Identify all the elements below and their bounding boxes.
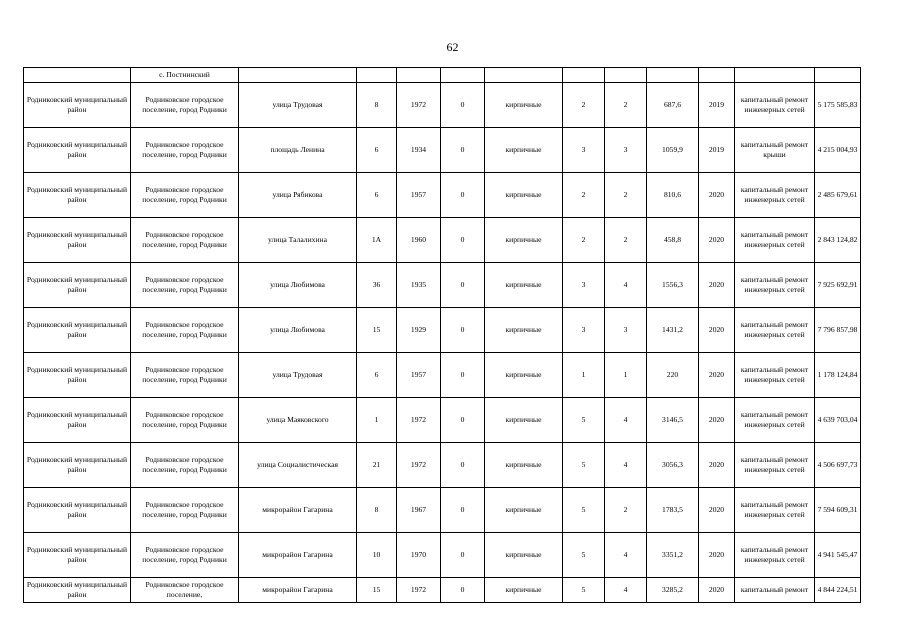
cell-cost: 4 941 545,47 (815, 533, 861, 578)
cell-entrances: 4 (605, 263, 647, 308)
cell-repair-year: 2019 (699, 83, 735, 128)
cell-area: 3285,2 (647, 578, 699, 603)
cell-settlement: с. Постнинский (131, 68, 239, 83)
cell-district: Родниковский муниципальный район (24, 218, 131, 263)
cell-floors: 2 (563, 218, 605, 263)
cell-material: кирпичные (485, 263, 563, 308)
cell-settlement: Родниковское городское поселение, город Родники (131, 218, 239, 263)
cell-repair-year: 2020 (699, 533, 735, 578)
cell-year: 1934 (397, 128, 441, 173)
cell-floors: 1 (563, 353, 605, 398)
cell-year: 1972 (397, 398, 441, 443)
cell-repair-year: 2020 (699, 218, 735, 263)
cell-entrances: 2 (605, 173, 647, 218)
cell-district: Родниковский муниципальный район (24, 533, 131, 578)
cell-house: 8 (357, 83, 397, 128)
cell-year: 1970 (397, 533, 441, 578)
cell-house: 36 (357, 263, 397, 308)
cell-repair-year: 2020 (699, 398, 735, 443)
cell-repair-year: 2020 (699, 578, 735, 603)
cell-district: Родниковский муниципальный район (24, 308, 131, 353)
cell-area: 1556,3 (647, 263, 699, 308)
cell-street: улица Талалихина (239, 218, 357, 263)
cell-entrances: 4 (605, 443, 647, 488)
cell-material: кирпичные (485, 353, 563, 398)
cell-repair-year: 2020 (699, 443, 735, 488)
cell-work: капитальный ремонт инженерных сетей (735, 83, 815, 128)
cell-work: капитальный ремонт крыши (735, 128, 815, 173)
cell-zero: 0 (441, 128, 485, 173)
cell-area: 3351,2 (647, 533, 699, 578)
cell-entrances: 2 (605, 83, 647, 128)
cell-material: кирпичные (485, 173, 563, 218)
cell-floors: 3 (563, 263, 605, 308)
table-row (24, 488, 861, 533)
cell-year: 1929 (397, 308, 441, 353)
cell-settlement: Родниковское городское поселение, (131, 578, 239, 603)
cell-floors: 5 (563, 578, 605, 603)
cell-zero: 0 (441, 353, 485, 398)
cell-zero: 0 (441, 308, 485, 353)
cell-cost: 5 175 585,83 (815, 83, 861, 128)
cell-floors: 2 (563, 83, 605, 128)
cell-entrances: 1 (605, 353, 647, 398)
cell-settlement: Родниковское городское поселение, город Родники (131, 263, 239, 308)
cell-floors: 3 (563, 128, 605, 173)
cell-entrances: 4 (605, 398, 647, 443)
cell-repair-year: 2020 (699, 308, 735, 353)
cell-cost: 4 215 004,93 (815, 128, 861, 173)
cell-zero: 0 (441, 398, 485, 443)
cell-repair-year: 2020 (699, 488, 735, 533)
table-row (24, 398, 861, 443)
cell-settlement: Родниковское городское поселение, город Родники (131, 533, 239, 578)
cell-work: капитальный ремонт инженерных сетей (735, 173, 815, 218)
table-row (24, 68, 861, 83)
cell-zero: 0 (441, 578, 485, 603)
cell-work: капитальный ремонт (735, 578, 815, 603)
cell-district: Родниковский муниципальный район (24, 263, 131, 308)
cell-year: 1972 (397, 83, 441, 128)
cell-street: улица Маяковского (239, 398, 357, 443)
cell-street: улица Рябикова (239, 173, 357, 218)
cell-street: улица Трудовая (239, 353, 357, 398)
cell-material: кирпичные (485, 308, 563, 353)
cell-district: Родниковский муниципальный район (24, 128, 131, 173)
cell-material: кирпичные (485, 578, 563, 603)
cell-repair-year: 2020 (699, 263, 735, 308)
table-row (24, 578, 861, 603)
cell-work: капитальный ремонт инженерных сетей (735, 263, 815, 308)
cell-street: улица Любимова (239, 308, 357, 353)
cell-settlement: Родниковское городское поселение, город Родники (131, 128, 239, 173)
cell-zero: 0 (441, 443, 485, 488)
cell-house: 1 (357, 398, 397, 443)
cell-floors: 2 (563, 173, 605, 218)
cell-year: 1967 (397, 488, 441, 533)
cell-settlement: Родниковское городское поселение, город Родники (131, 308, 239, 353)
cell-area: 3056,3 (647, 443, 699, 488)
cell-work: капитальный ремонт инженерных сетей (735, 533, 815, 578)
cell-district: Родниковский муниципальный район (24, 488, 131, 533)
table-row (24, 353, 861, 398)
cell-area: 458,8 (647, 218, 699, 263)
cell-house: 8 (357, 488, 397, 533)
cell-area: 810,6 (647, 173, 699, 218)
cell-work: капитальный ремонт инженерных сетей (735, 218, 815, 263)
cell-cost: 7 925 692,91 (815, 263, 861, 308)
cell-cost: 2 485 679,61 (815, 173, 861, 218)
cell-street: площадь Ленина (239, 128, 357, 173)
cell-street: микрорайон Гагарина (239, 533, 357, 578)
cell-year: 1960 (397, 218, 441, 263)
cell-area: 1059,9 (647, 128, 699, 173)
cell-material: кирпичные (485, 218, 563, 263)
cell-cost: 7 594 609,31 (815, 488, 861, 533)
cell-settlement: Родниковское городское поселение, город Родники (131, 488, 239, 533)
cell-area: 3146,5 (647, 398, 699, 443)
cell-settlement: Родниковское городское поселение, город Родники (131, 353, 239, 398)
cell-area: 687,6 (647, 83, 699, 128)
cell-settlement: Родниковское городское поселение, город Родники (131, 173, 239, 218)
cell-house: 10 (357, 533, 397, 578)
cell-entrances: 4 (605, 533, 647, 578)
cell-entrances: 3 (605, 308, 647, 353)
cell-zero: 0 (441, 173, 485, 218)
cell-district: Родниковский муниципальный район (24, 83, 131, 128)
cell-cost: 4 639 703,04 (815, 398, 861, 443)
cell-work: капитальный ремонт инженерных сетей (735, 353, 815, 398)
table-row (24, 83, 861, 128)
cell-district: Родниковский муниципальный район (24, 353, 131, 398)
cell-material: кирпичные (485, 128, 563, 173)
cell-zero: 0 (441, 83, 485, 128)
cell-area: 220 (647, 353, 699, 398)
cell-area: 1783,5 (647, 488, 699, 533)
cell-district: Родниковский муниципальный район (24, 173, 131, 218)
cell-district: Родниковский муниципальный район (24, 578, 131, 603)
cell-cost: 7 796 857,98 (815, 308, 861, 353)
cell-settlement: Родниковское городское поселение, город Родники (131, 398, 239, 443)
table-row (24, 128, 861, 173)
cell-material: кирпичные (485, 533, 563, 578)
table-row (24, 218, 861, 263)
cell-repair-year: 2020 (699, 173, 735, 218)
cell-street: микрорайон Гагарина (239, 488, 357, 533)
cell-zero: 0 (441, 533, 485, 578)
cell-floors: 5 (563, 533, 605, 578)
table-row (24, 173, 861, 218)
cell-house: 6 (357, 173, 397, 218)
cell-floors: 5 (563, 443, 605, 488)
table-row (24, 443, 861, 488)
cell-floors: 5 (563, 488, 605, 533)
cell-material: кирпичные (485, 488, 563, 533)
cell-house: 15 (357, 578, 397, 603)
cell-repair-year: 2020 (699, 353, 735, 398)
cell-settlement: Родниковское городское поселение, город Родники (131, 83, 239, 128)
cell-house: 15 (357, 308, 397, 353)
cell-entrances: 3 (605, 128, 647, 173)
cell-floors: 5 (563, 398, 605, 443)
cell-street: улица Социалистическая (239, 443, 357, 488)
cell-zero: 0 (441, 263, 485, 308)
cell-district: Родниковский муниципальный район (24, 443, 131, 488)
cell-house: 21 (357, 443, 397, 488)
cell-year: 1972 (397, 578, 441, 603)
table-row (24, 533, 861, 578)
cell-year: 1957 (397, 353, 441, 398)
cell-house: 6 (357, 353, 397, 398)
cell-street: улица Трудовая (239, 83, 357, 128)
cell-material: кирпичные (485, 443, 563, 488)
cell-entrances: 4 (605, 578, 647, 603)
cell-entrances: 2 (605, 488, 647, 533)
cell-floors: 3 (563, 308, 605, 353)
cell-cost: 4 844 224,51 (815, 578, 861, 603)
cell-zero: 0 (441, 218, 485, 263)
cell-entrances: 2 (605, 218, 647, 263)
cell-cost: 4 506 697,73 (815, 443, 861, 488)
cell-cost: 2 843 124,82 (815, 218, 861, 263)
cell-house: 1А (357, 218, 397, 263)
cell-work: капитальный ремонт инженерных сетей (735, 398, 815, 443)
cell-settlement: Родниковское городское поселение, город Родники (131, 443, 239, 488)
cell-material: кирпичные (485, 83, 563, 128)
table-row (24, 263, 861, 308)
cell-material: кирпичные (485, 398, 563, 443)
cell-cost: 1 178 124,84 (815, 353, 861, 398)
housing-repair-table (23, 67, 861, 603)
cell-year: 1935 (397, 263, 441, 308)
table-row (24, 308, 861, 353)
cell-district: Родниковский муниципальный район (24, 398, 131, 443)
cell-work: капитальный ремонт инженерных сетей (735, 308, 815, 353)
cell-work: капитальный ремонт инженерных сетей (735, 488, 815, 533)
cell-street: микрорайон Гагарина (239, 578, 357, 603)
cell-street: улица Любимова (239, 263, 357, 308)
cell-repair-year: 2019 (699, 128, 735, 173)
cell-zero: 0 (441, 488, 485, 533)
page-number: 62 (446, 40, 459, 54)
cell-district (24, 68, 131, 83)
cell-area: 1431,2 (647, 308, 699, 353)
cell-year: 1957 (397, 173, 441, 218)
cell-work: капитальный ремонт инженерных сетей (735, 443, 815, 488)
cell-house: 6 (357, 128, 397, 173)
cell-year: 1972 (397, 443, 441, 488)
